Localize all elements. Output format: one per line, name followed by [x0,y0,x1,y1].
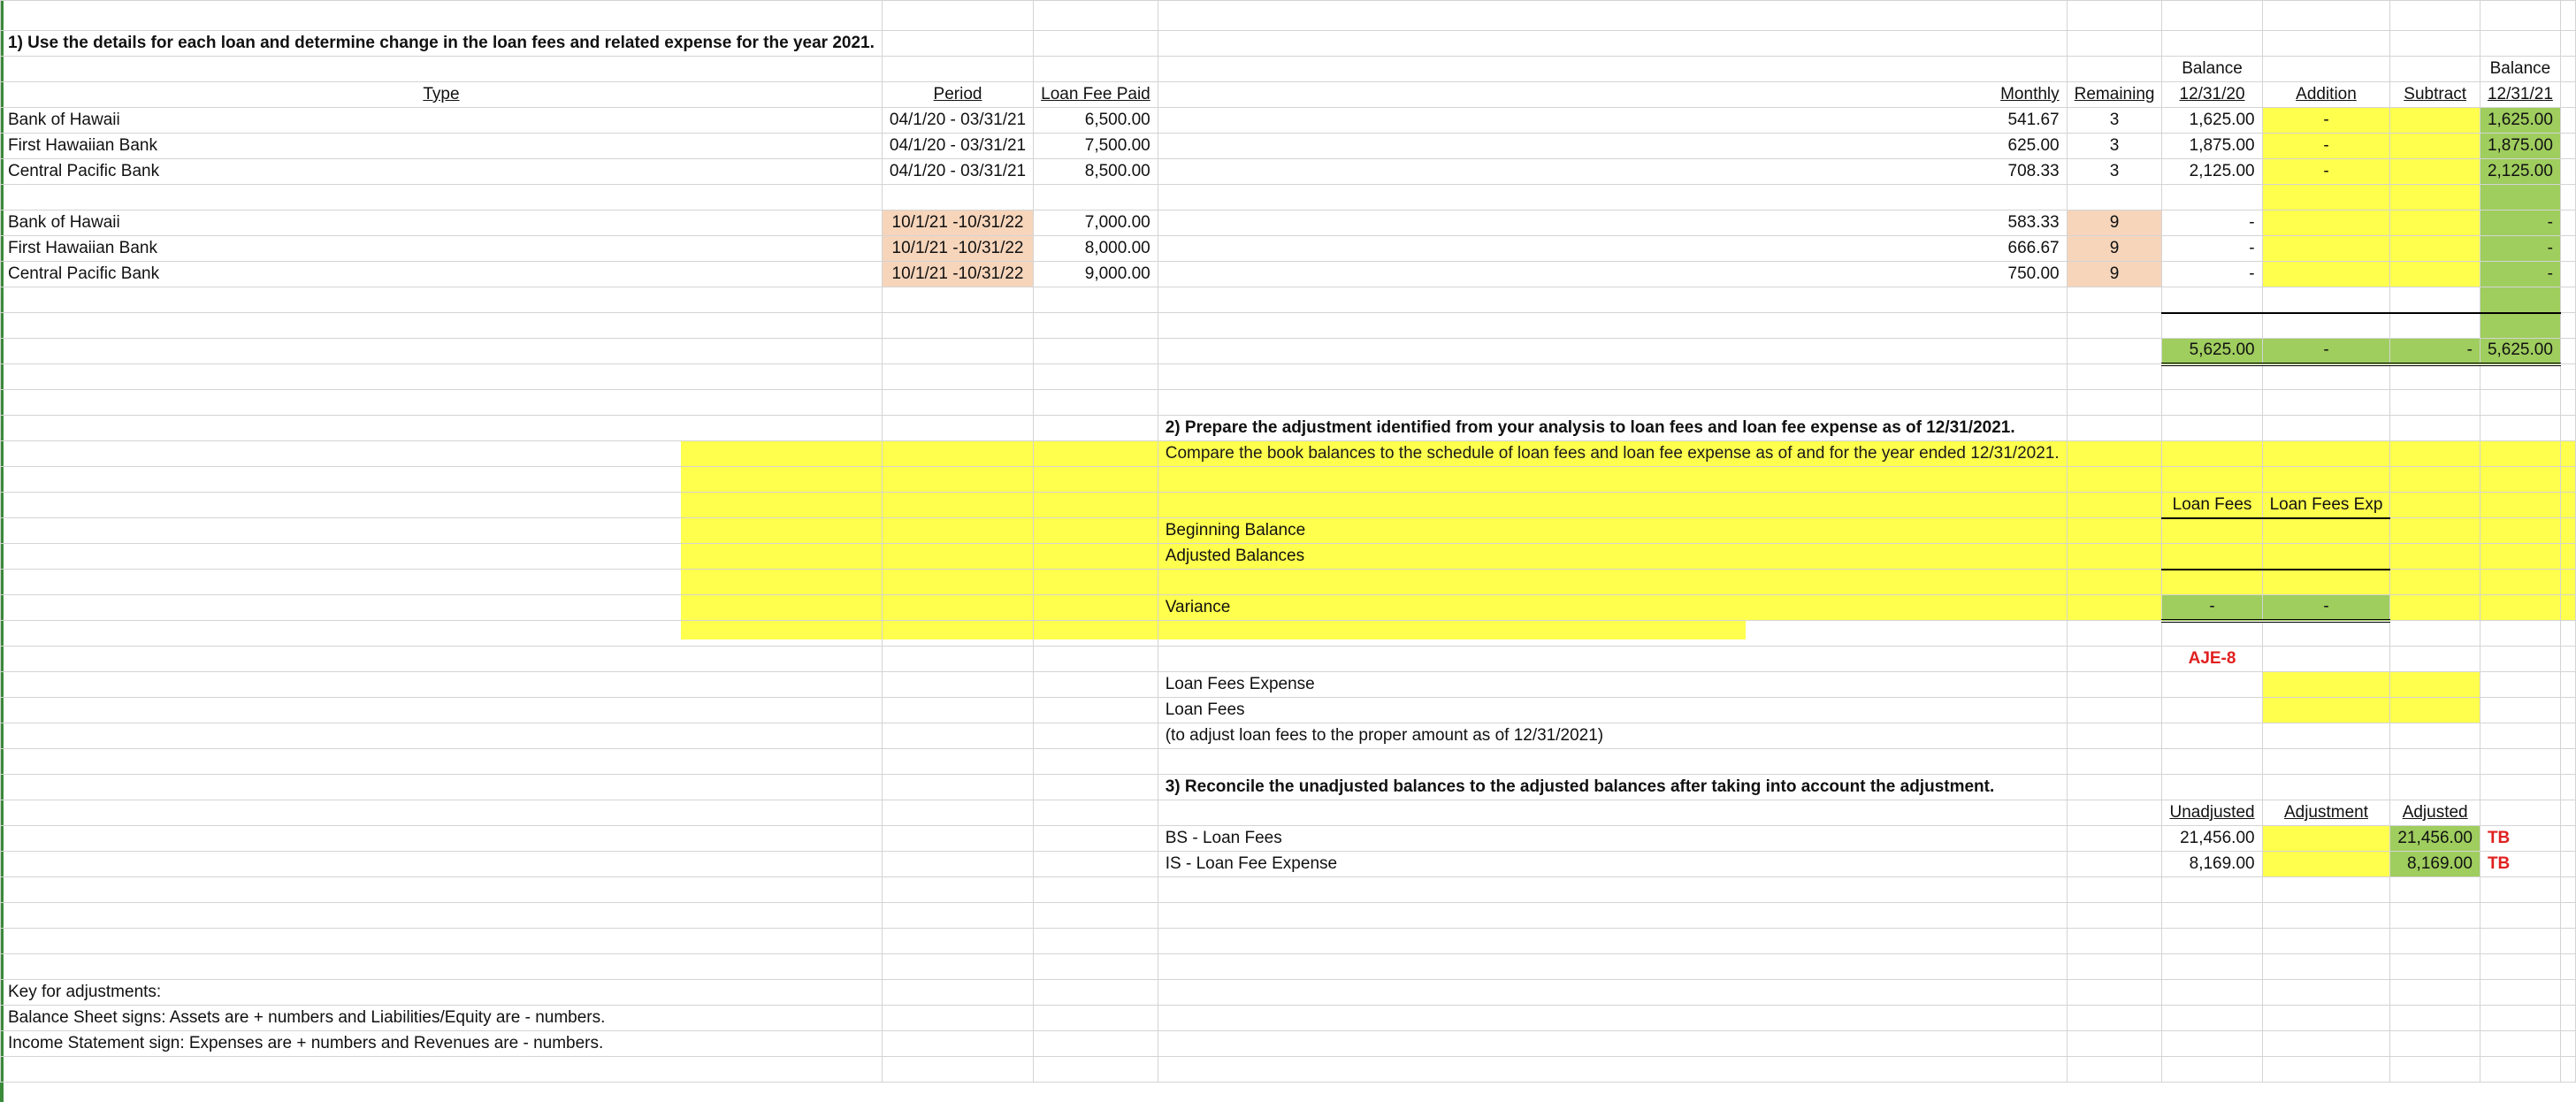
q2-variance-label: Variance [1158,595,2067,621]
q2-adjusted-loan-fees[interactable] [2162,544,2262,570]
q2-beginning-loan-fees-exp[interactable] [2262,518,2390,544]
loan-balance-2020[interactable]: - [2162,236,2262,262]
total-subtract[interactable]: - [2390,339,2480,364]
loan-monthly[interactable]: 666.67 [1158,236,2067,262]
loan-period[interactable]: 04/1/20 - 03/31/21 [882,159,1033,185]
q2-variance-loan-fees[interactable]: - [2162,595,2262,621]
loan-monthly[interactable]: 625.00 [1158,134,2067,159]
loan-addition[interactable] [2262,262,2390,287]
total-balance-2021[interactable]: 5,625.00 [2480,339,2560,364]
loan-balance-2020[interactable]: 2,125.00 [2162,159,2262,185]
q2-col-loan-fees-exp: Loan Fees Exp [2262,493,2390,518]
loan-addition[interactable] [2262,210,2390,236]
loan-period[interactable]: 04/1/20 - 03/31/21 [882,108,1033,134]
total-addition[interactable]: - [2262,339,2390,364]
table-row [1,159,2576,185]
q3-adjusted[interactable]: 8,169.00 [2390,852,2480,877]
q3-adjusted[interactable]: 21,456.00 [2390,826,2480,852]
loan-addition[interactable]: - [2262,134,2390,159]
loan-remaining[interactable]: 9 [2067,210,2162,236]
q3-unadjusted[interactable]: 8,169.00 [2162,852,2262,877]
aje-memo: (to adjust loan fees to the proper amount as of 12/31/2021) [1158,723,2067,749]
loan-monthly[interactable]: 541.67 [1158,108,2067,134]
loan-remaining[interactable]: 3 [2067,108,2162,134]
q3-title: 3) Reconcile the unadjusted balances to the adjusted balances after taking into account the adjustment. [1158,775,2067,800]
aje-credit-amount-col[interactable] [2390,672,2480,698]
header-balance-2021-date: 12/31/21 [2480,82,2560,108]
q2-beginning-balance-label: Beginning Balance [1158,518,2067,544]
loan-balance-2021[interactable]: 1,625.00 [2480,108,2560,134]
loan-addition[interactable]: - [2262,108,2390,134]
loan-balance-2021[interactable]: 2,125.00 [2480,159,2560,185]
header-balance-2020-label: Balance [2162,57,2262,82]
aje-debit-amount[interactable] [2262,672,2390,698]
aje-label: AJE-8 [2162,647,2262,672]
loan-fee-paid[interactable]: 7,500.00 [1034,134,1158,159]
header-balance-2021-label: Balance [2480,57,2560,82]
key-line-1: Balance Sheet signs: Assets are + numbers and Liabilities/Equity are - numbers. [1,1006,883,1031]
table-row [1,236,2576,262]
loan-subtract[interactable] [2390,159,2480,185]
table-row [1,134,2576,159]
q3-unadjusted[interactable]: 21,456.00 [2162,826,2262,852]
loan-remaining[interactable]: 3 [2067,159,2162,185]
q1-title: 1) Use the details for each loan and determine change in the loan fees and related expense for the year 2021. [1,31,883,57]
aje-credit-account: Loan Fees [1158,698,2067,723]
q3-tb-ref: TB [2480,852,2560,877]
aje-loan-fees-debit[interactable] [2262,698,2390,723]
q2-beginning-loan-fees[interactable] [2162,518,2262,544]
loan-monthly[interactable]: 583.33 [1158,210,2067,236]
loan-subtract[interactable] [2390,108,2480,134]
q3-col-adjustment: Adjustment [2262,800,2390,826]
q3-row-label: IS - Loan Fee Expense [1158,852,2067,877]
table-row [1,210,2576,236]
loan-balance-2021[interactable]: 1,875.00 [2480,134,2560,159]
q3-col-unadjusted: Unadjusted [2162,800,2262,826]
loan-remaining[interactable]: 9 [2067,236,2162,262]
loan-subtract[interactable] [2390,210,2480,236]
header-addition: Addition [2262,82,2390,108]
header-balance-2020-date: 12/31/20 [2162,82,2262,108]
loan-balance-2021[interactable]: - [2480,262,2560,287]
loan-monthly[interactable]: 750.00 [1158,262,2067,287]
loan-monthly[interactable]: 708.33 [1158,159,2067,185]
q3-adjustment[interactable] [2262,852,2390,877]
loan-type[interactable]: Bank of Hawaii [1,210,883,236]
loan-balance-2020[interactable]: 1,625.00 [2162,108,2262,134]
loan-addition[interactable]: - [2262,159,2390,185]
header-subtract: Subtract [2390,82,2480,108]
loan-type[interactable]: Bank of Hawaii [1,108,883,134]
loan-balance-2020[interactable]: 1,875.00 [2162,134,2262,159]
key-title: Key for adjustments: [1,980,883,1006]
q2-col-loan-fees: Loan Fees [2162,493,2262,518]
loan-balance-2020[interactable]: - [2162,210,2262,236]
q3-adjustment[interactable] [2262,826,2390,852]
loan-type[interactable]: Central Pacific Bank [1,262,883,287]
loan-balance-2020[interactable]: - [2162,262,2262,287]
loan-subtract[interactable] [2390,262,2480,287]
aje-loan-fees-credit[interactable] [2390,698,2480,723]
loan-subtract[interactable] [2390,236,2480,262]
header-period: Period [882,82,1033,108]
loan-fee-paid[interactable]: 9,000.00 [1034,262,1158,287]
header-type: Type [1,82,883,108]
table-row [1,262,2576,287]
q2-adjusted-balances-label: Adjusted Balances [1158,544,2067,570]
loan-fee-paid[interactable]: 8,000.00 [1034,236,1158,262]
loan-type[interactable]: First Hawaiian Bank [1,236,883,262]
header-fee-paid: Loan Fee Paid [1034,82,1158,108]
loan-fee-paid[interactable]: 8,500.00 [1034,159,1158,185]
loan-period[interactable]: 04/1/20 - 03/31/21 [882,134,1033,159]
loan-balance-2021[interactable]: - [2480,210,2560,236]
loan-type[interactable]: First Hawaiian Bank [1,134,883,159]
q2-subtitle: Compare the book balances to the schedule of loan fees and loan fee expense as of and for the year ended 12/31/2021. [1158,441,2067,467]
loan-period[interactable]: 10/1/21 -10/31/22 [882,262,1033,287]
loan-subtract[interactable] [2390,134,2480,159]
loan-remaining[interactable]: 9 [2067,262,2162,287]
loan-addition[interactable] [2262,236,2390,262]
q3-col-adjusted: Adjusted [2390,800,2480,826]
sheet-top-spacer [1,1,883,31]
totals-row [1,339,2576,364]
aje-debit-account: Loan Fees Expense [1158,672,2067,698]
q2-title: 2) Prepare the adjustment identified from your analysis to loan fees and loan fee expense as of 12/31/2021. [1158,416,2067,441]
total-balance-2020[interactable]: 5,625.00 [2162,339,2262,364]
loan-balance-2021[interactable]: - [2480,236,2560,262]
q3-row-label: BS - Loan Fees [1158,826,2067,852]
q2-adjusted-loan-fees-exp[interactable] [2262,544,2390,570]
loan-period[interactable]: 10/1/21 -10/31/22 [882,236,1033,262]
table-row [1,826,2576,852]
loan-fee-paid[interactable]: 7,000.00 [1034,210,1158,236]
q3-tb-ref: TB [2480,826,2560,852]
header-monthly: Monthly [1158,82,2067,108]
table-row [1,108,2576,134]
loan-fee-paid[interactable]: 6,500.00 [1034,108,1158,134]
header-remaining: Remaining [2067,82,2162,108]
loan-type[interactable]: Central Pacific Bank [1,159,883,185]
loan-period[interactable]: 10/1/21 -10/31/22 [882,210,1033,236]
loan-remaining[interactable]: 3 [2067,134,2162,159]
q2-variance-loan-fees-exp[interactable]: - [2262,595,2390,621]
table-row [1,852,2576,877]
key-line-2: Income Statement sign: Expenses are + numbers and Revenues are - numbers. [1,1031,883,1057]
